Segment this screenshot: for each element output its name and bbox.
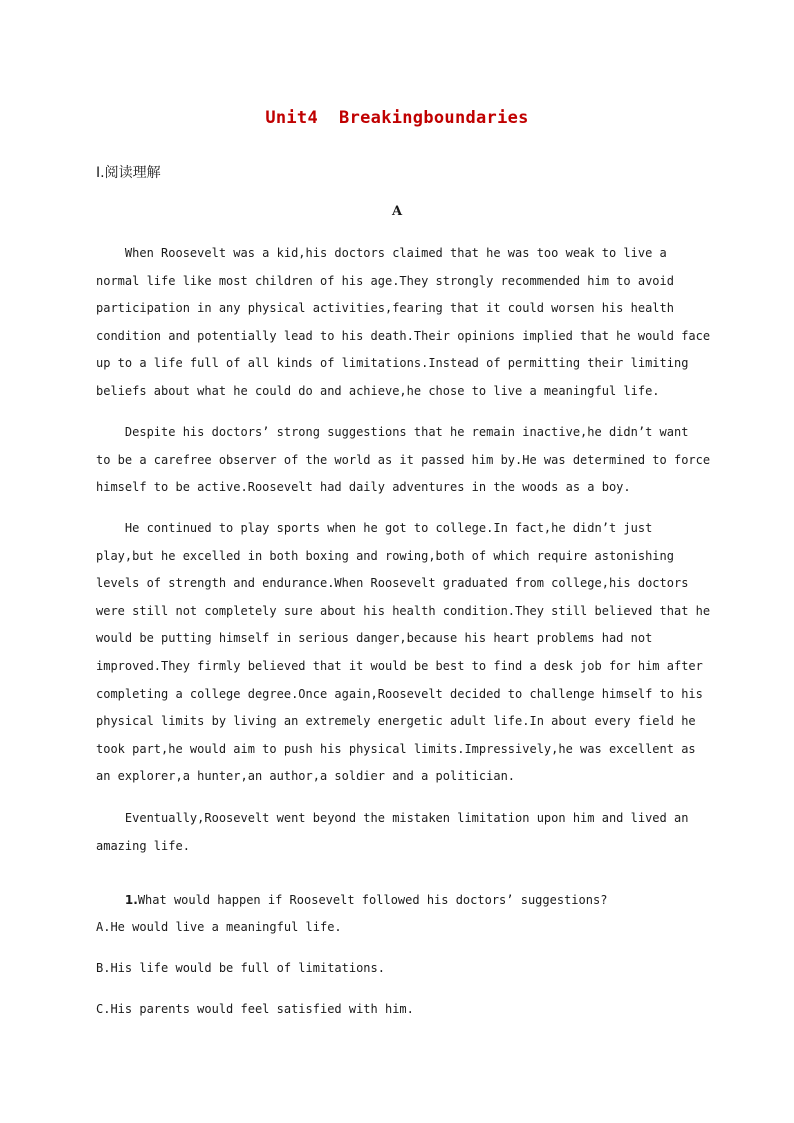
paragraph-line: condition and potentially lead to his death.Their opinions implied that he would face <box>96 328 711 343</box>
paragraph-line: Despite his doctors’ strong suggestions that he remain inactive,he didn’t want <box>96 425 689 439</box>
paragraph-line: normal life like most children of his age.They strongly recommended him to avoid <box>96 273 674 288</box>
paragraph-1 <box>96 240 711 406</box>
paragraph-line: play,but he excelled in both boxing and rowing,both of which require astonishing <box>96 548 674 563</box>
paragraph-line: levels of strength and endurance.When Roosevelt graduated from college,his doctors <box>96 576 689 591</box>
paragraph-line: amazing life. <box>96 838 190 853</box>
paragraph-line: to be a carefree observer of the world as it passed him by.He was determined to force <box>96 452 711 467</box>
question-number: 1. <box>124 893 138 907</box>
option-c: C.His parents would feel satisfied with him. <box>96 1002 414 1016</box>
passage-label: A <box>391 204 403 219</box>
paragraph-line: When Roosevelt was a kid,his doctors claimed that he was too weak to live a <box>96 246 667 260</box>
paragraph-line: physical limits by living an extremely energetic adult life.In about every field he <box>96 714 696 729</box>
paragraph-line: participation in any physical activities,fearing that it could worsen his health <box>96 301 674 316</box>
paragraph-line: himself to be active.Roosevelt had daily adventures in the woods as a boy. <box>96 480 631 495</box>
paragraph-line: would be putting himself in serious danger,because his heart problems had not <box>96 631 653 646</box>
question-1 <box>96 879 607 921</box>
option-a: A.He would live a meaningful life. <box>96 920 342 934</box>
option-b: B.His life would be full of limitations. <box>96 961 385 975</box>
paragraph-line: completing a college degree.Once again,Roosevelt decided to challenge himself to his <box>96 686 703 701</box>
paragraph-line: up to a life full of all kinds of limitations.Instead of permitting their limiting <box>96 356 689 371</box>
paragraph-line: beliefs about what he could do and achieve,he chose to live a meaningful life. <box>96 383 660 398</box>
page-title: Unit4 Breakingboundaries <box>265 108 529 128</box>
paragraph-4 <box>96 805 696 860</box>
paragraph-line: were still not completely sure about his health condition.They still believed that he <box>96 603 711 618</box>
paragraph-3 <box>96 515 711 791</box>
paragraph-line: took part,he would aim to push his physical limits.Impressively,he was excellent as <box>96 741 696 756</box>
paragraph-line: Eventually,Roosevelt went beyond the mistaken limitation upon him and lived an <box>96 811 689 825</box>
paragraph-line: improved.They firmly believed that it would be best to find a desk job for him after <box>96 658 703 673</box>
paragraph-line: He continued to play sports when he got to college.In fact,he didn’t just <box>96 521 653 535</box>
paragraph-2 <box>96 419 711 502</box>
paragraph-line: an explorer,a hunter,an author,a soldier and a politician. <box>96 769 516 784</box>
question-text: What would happen if Roosevelt followed his doctors’ suggestions? <box>137 893 608 907</box>
section-heading: Ⅰ.阅读理解 <box>96 165 161 181</box>
